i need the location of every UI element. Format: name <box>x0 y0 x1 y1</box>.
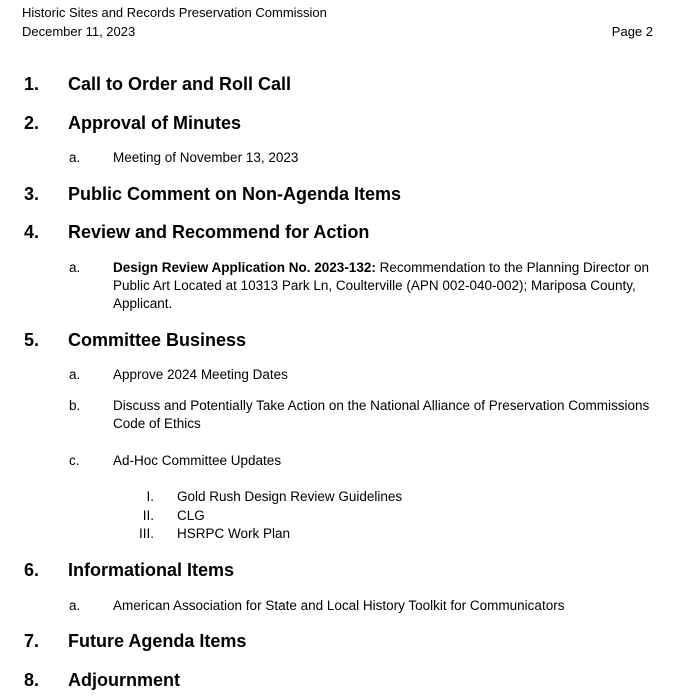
section-number: 8. <box>24 670 40 690</box>
item-text: Approve 2024 Meeting Dates <box>113 367 288 382</box>
item-letter: a. <box>69 260 81 275</box>
section-number: 5. <box>24 330 40 350</box>
section-number: 4. <box>24 222 40 242</box>
item-letter: c. <box>69 453 80 468</box>
subitem-number: I. <box>146 489 154 504</box>
item-letter: a. <box>69 367 81 382</box>
item-text: Meeting of November 13, 2023 <box>113 150 299 165</box>
item-text <box>113 259 658 313</box>
section-number: 1. <box>24 74 40 94</box>
item-letter: b. <box>69 398 81 413</box>
application-number: Design Review Application No. 2023-132: <box>113 260 376 275</box>
section-number: 2. <box>24 113 40 133</box>
item-text: Discuss and Potentially Take Action on the National Alliance of Preservation Commissions Code of Ethics <box>113 398 650 431</box>
commission-name: Historic Sites and Records Preservation Commission <box>22 5 327 20</box>
subitem-text: Gold Rush Design Review Guidelines <box>177 489 403 504</box>
section-title: Review and Recommend for Action <box>68 222 370 242</box>
section-number: 7. <box>24 631 40 651</box>
item-letter: a. <box>69 598 81 613</box>
subitem-text: HSRPC Work Plan <box>177 526 291 541</box>
item-text: American Association for State and Local History Toolkit for Communicators <box>113 598 565 613</box>
section-title: Informational Items <box>68 560 235 580</box>
subitem-number: III. <box>138 526 154 541</box>
section-title: Committee Business <box>68 330 247 350</box>
section-title: Adjournment <box>68 670 180 690</box>
section-title: Future Agenda Items <box>68 631 247 651</box>
meeting-date: December 11, 2023 <box>22 24 136 39</box>
application-description: Recommendation to the Planning Director on Public Art Located at 10313 Park Ln, Coulterville (APN 002-040-002); Mariposa County, Applicant. <box>113 260 649 311</box>
section-number: 6. <box>24 560 40 580</box>
section-title: Public Comment on Non-Agenda Items <box>68 184 402 204</box>
subitem-text: CLG <box>177 508 205 523</box>
item-letter: a. <box>69 150 81 165</box>
section-number: 3. <box>24 184 40 204</box>
subitem-number: II. <box>142 508 154 523</box>
page-number: Page 2 <box>611 24 653 39</box>
section-title: Approval of Minutes <box>68 113 242 133</box>
item-text: Ad-Hoc Committee Updates <box>113 453 282 468</box>
section-title: Call to Order and Roll Call <box>68 74 292 94</box>
